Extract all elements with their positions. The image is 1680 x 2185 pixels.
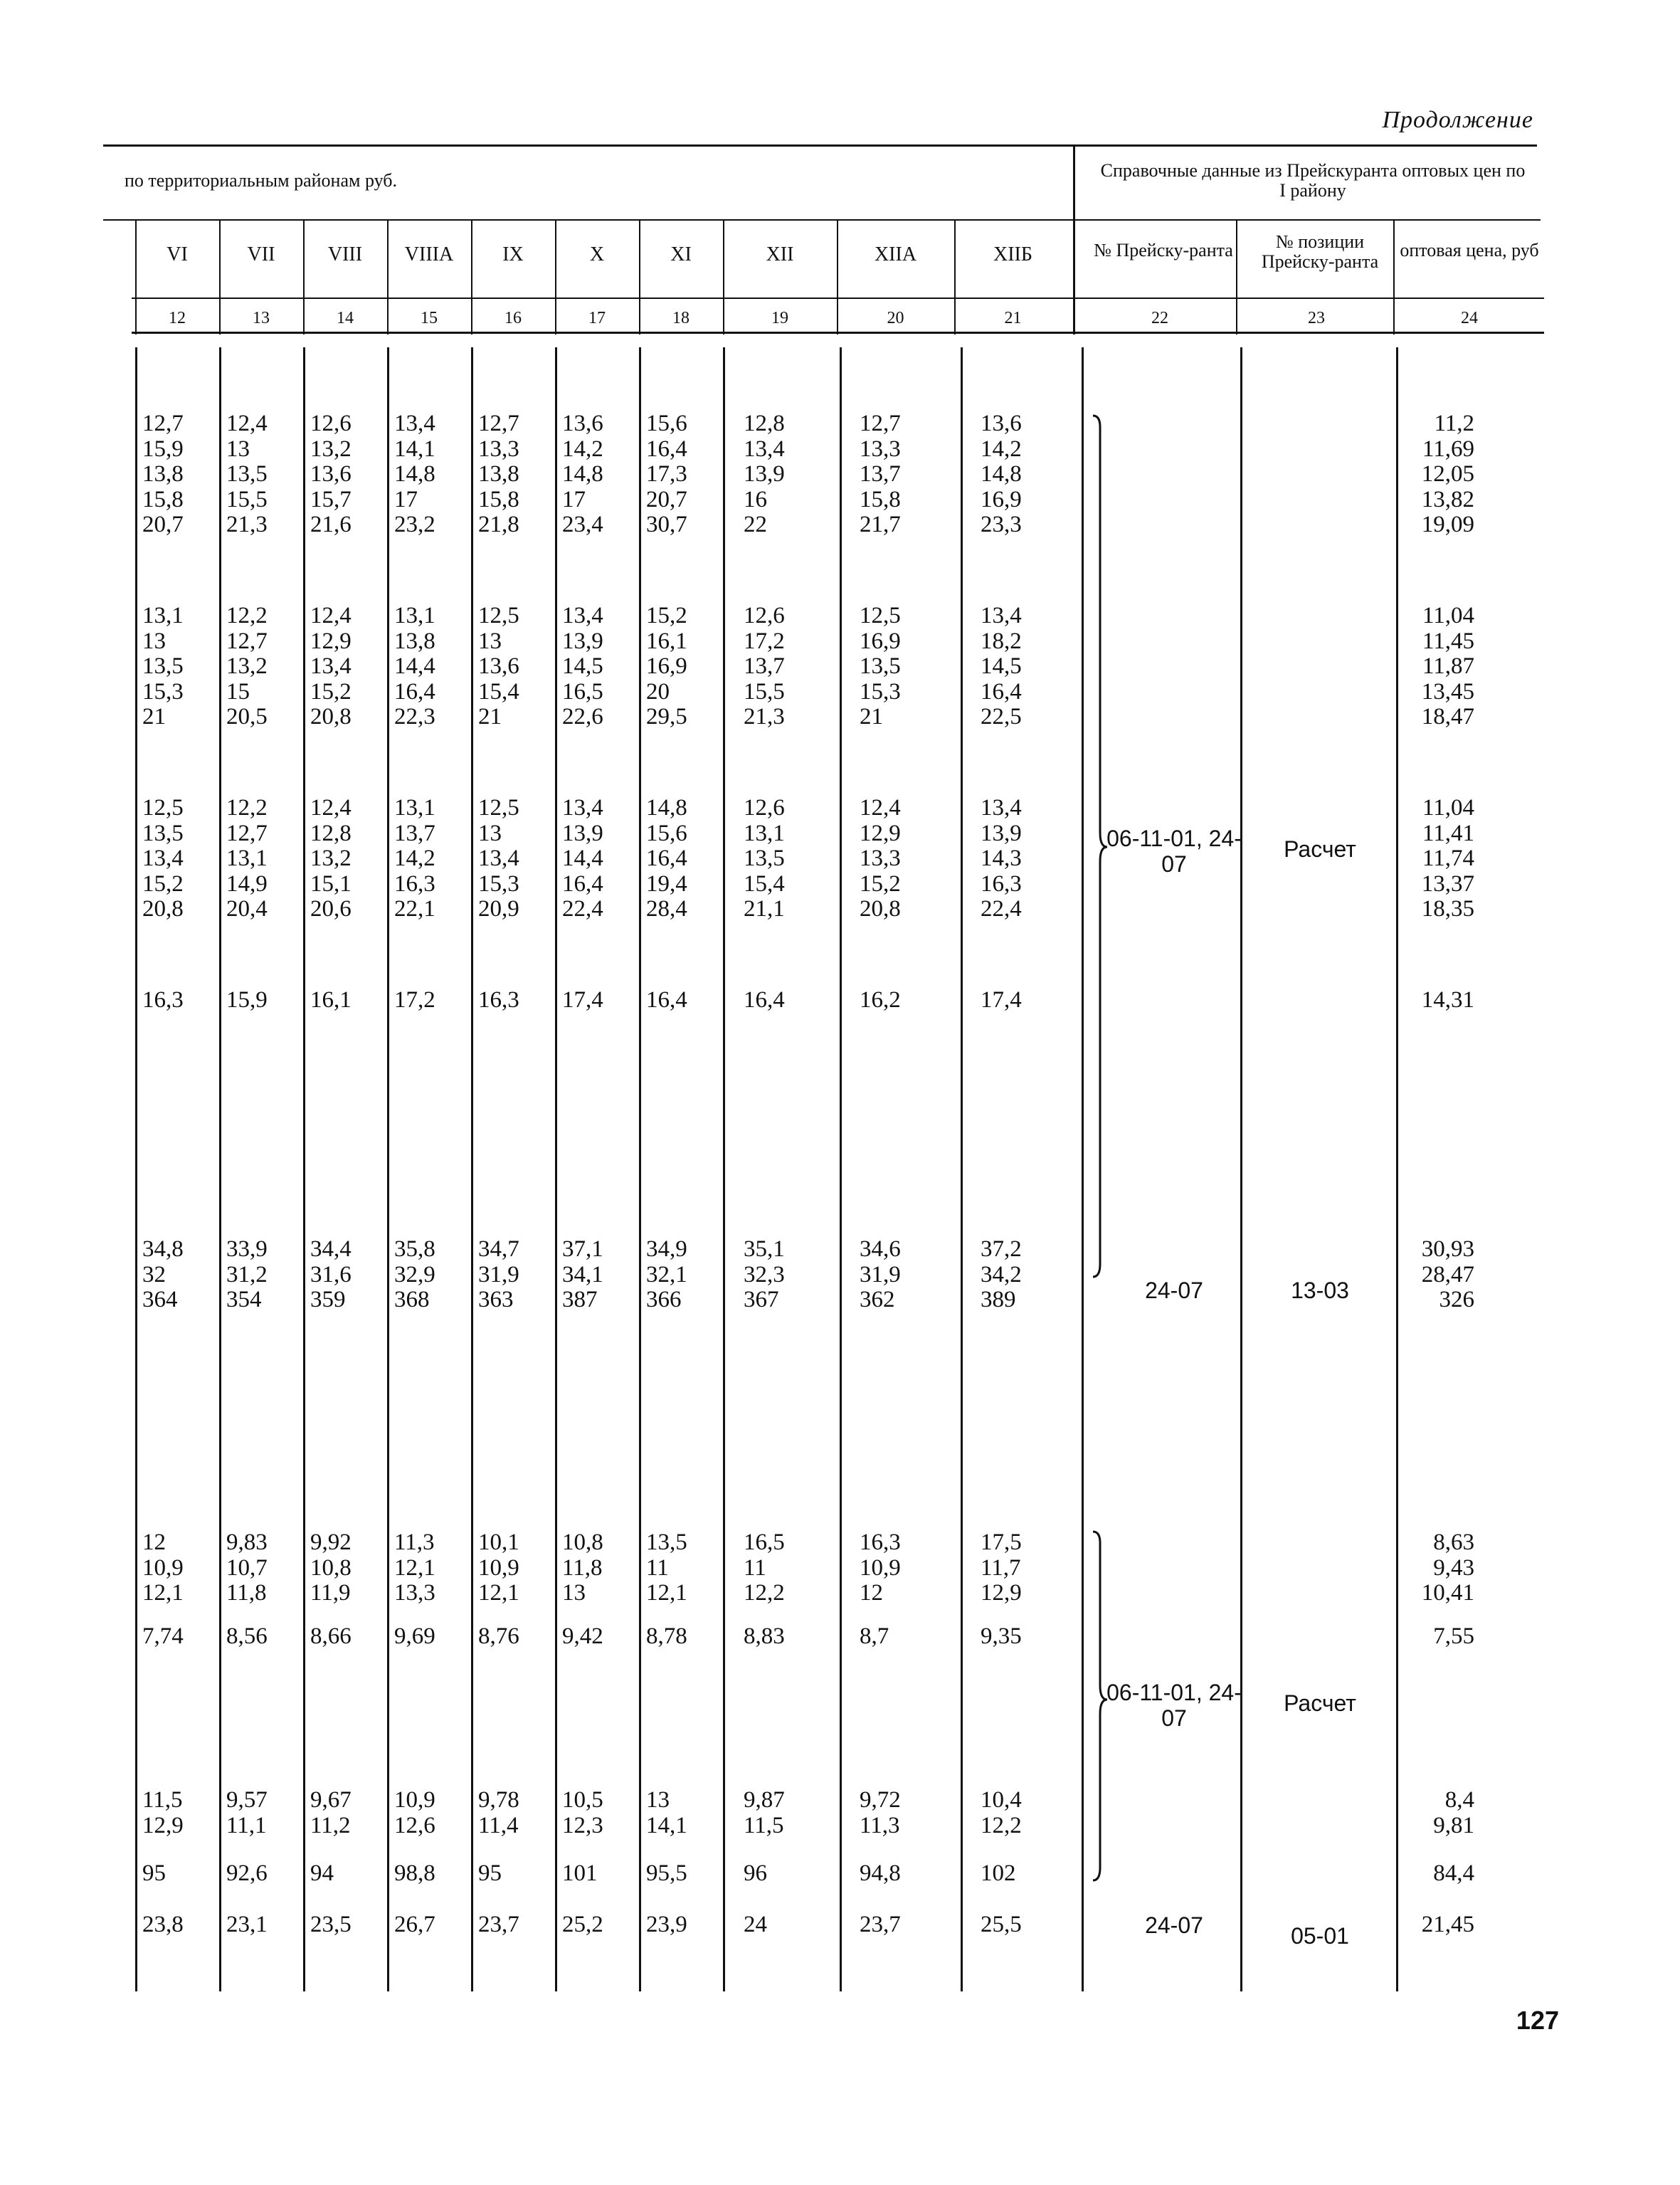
region-price-cell: 11,3 12,1 13,3 [394,1530,435,1606]
region-price-cell: 10,9 12,6 [394,1787,435,1838]
position-col-header: № позиции Прейску-ранта [1261,231,1379,272]
region-price-cell: 17,2 [394,987,435,1013]
region-price-cell: 95,5 [646,1860,687,1886]
column-number: 17 [588,309,606,327]
region-price-cell: 12,4 12,9 13,3 15,2 20,8 [860,795,901,922]
region-price-cell: 35,1 32,3 367 [744,1236,785,1312]
region-price-cell: 92,6 [226,1860,268,1886]
region-price-cell: 17,4 [981,987,1022,1013]
header-divider [303,221,305,335]
region-price-cell: 9,42 [562,1623,603,1649]
body-divider [1082,347,1084,1991]
region-price-cell: 35,8 32,9 368 [394,1236,435,1312]
wholesale-price-cell: 8,4 9,81 [1433,1787,1474,1838]
region-price-cell: 102 [981,1860,1016,1886]
region-price-cell: 34,7 31,9 363 [478,1236,519,1312]
wholesale-price-cell: 8,63 9,43 10,41 [1421,1530,1474,1606]
region-header-rule [103,219,1082,221]
region-price-cell: 8,83 [744,1623,785,1649]
wholesale-price-cell: 84,4 [1433,1860,1474,1886]
region-price-cell: 13,4 13,9 14,3 16,3 22,4 [981,795,1022,922]
wholesale-price-cell: 7,55 [1433,1623,1474,1649]
region-price-cell: 8,76 [478,1623,519,1649]
region-price-cell: 34,4 31,6 359 [310,1236,352,1312]
top-rule [103,144,1537,147]
column-number: 24 [1461,309,1478,327]
body-divider [1240,347,1242,1991]
body-divider [135,347,137,1991]
region-price-cell: 16,5 11 12,2 [744,1530,785,1606]
reference-pricelist: 06-11-01, 24-07 [1106,826,1242,877]
body-divider [303,347,305,1991]
region-price-cell: 7,74 [142,1623,184,1649]
reference-position: 13-03 [1291,1278,1349,1303]
column-number: 20 [887,309,904,327]
region-price-cell: 23,5 [310,1912,352,1937]
region-price-cell: 34,8 32 364 [142,1236,184,1312]
region-price-cell: 9,69 [394,1623,435,1649]
region-price-cell: 14,8 15,6 16,4 19,4 28,4 [646,795,687,922]
region-price-cell: 8,66 [310,1623,352,1649]
region-price-cell: 12,4 12,9 13,4 15,2 20,8 [310,603,352,730]
region-price-cell: 101 [562,1860,598,1886]
column-number: 22 [1151,309,1168,327]
region-price-cell: 13,1 13,7 14,2 16,3 22,1 [394,795,435,922]
region-price-cell: 9,83 10,7 11,8 [226,1530,268,1606]
column-number: 19 [771,309,788,327]
region-price-cell: 16,2 [860,987,901,1013]
region-price-cell: 37,2 34,2 389 [981,1236,1022,1312]
region-price-cell: 23,9 [646,1912,687,1937]
region-price-cell: 16,1 [310,987,352,1013]
region-header-VIII: VIII [327,243,363,265]
region-price-cell: 16,4 [646,987,687,1013]
header-divider [1236,221,1237,335]
region-price-cell: 9,35 [981,1623,1022,1649]
region-price-cell: 34,9 32,1 366 [646,1236,687,1312]
reference-pricelist: 06-11-01, 24-07 [1106,1680,1242,1731]
region-price-cell: 10,8 11,8 13 [562,1530,603,1606]
region-price-cell: 12,7 15,9 13,8 15,8 20,7 [142,411,184,537]
reference-position: Расчет [1284,836,1356,862]
column-number: 23 [1308,309,1325,327]
header-divider [723,221,724,335]
reference-title: Справочные данные из Прейскуранта оптовых цен по I району [1100,160,1526,201]
region-header-IX: IX [502,243,524,265]
region-price-cell: 12,4 12,8 13,2 15,1 20,6 [310,795,352,922]
region-price-cell: 23,1 [226,1912,268,1937]
reference-pricelist: 24-07 [1145,1912,1203,1938]
region-price-cell: 12,2 12,7 13,1 14,9 20,4 [226,795,268,922]
region-price-cell: 16,3 [478,987,519,1013]
region-price-cell: 12 10,9 12,1 [142,1530,184,1606]
column-number: 18 [672,309,690,327]
region-price-cell: 9,67 11,2 [310,1787,352,1838]
region-price-cell: 12,4 13 13,5 15,5 21,3 [226,411,268,537]
wholesale-price-cell: 11,04 11,41 11,74 13,37 18,35 [1421,795,1474,922]
reference-position: 05-01 [1291,1923,1349,1949]
region-price-cell: 25,5 [981,1912,1022,1937]
region-price-cell: 12,5 13,5 13,4 15,2 20,8 [142,795,184,922]
region-price-cell: 10,4 12,2 [981,1787,1022,1838]
region-price-cell: 24 [744,1912,767,1937]
region-price-cell: 13 14,1 [646,1787,687,1838]
region-price-cell: 9,87 11,5 [744,1787,785,1838]
region-price-cell: 15,9 [226,987,268,1013]
region-price-cell: 13,4 18,2 14,5 16,4 22,5 [981,603,1022,730]
region-price-cell: 15,6 16,4 17,3 20,7 30,7 [646,411,687,537]
region-price-cell: 13,4 14,1 14,8 17 23,2 [394,411,435,537]
header-divider [135,221,137,335]
region-price-cell: 25,2 [562,1912,603,1937]
region-price-cell: 12,5 16,9 13,5 15,3 21 [860,603,901,730]
region-header-XII: XII [766,243,794,265]
region-header-VII: VII [247,243,275,265]
region-price-cell: 16,4 [744,987,785,1013]
region-price-cell: 16,3 [142,987,184,1013]
reference-header-rule [1074,219,1541,221]
region-price-cell: 12,6 17,2 13,7 15,5 21,3 [744,603,785,730]
region-header-VIIIA: VIIIA [404,243,454,265]
region-price-cell: 12,6 13,1 13,5 15,4 21,1 [744,795,785,922]
body-divider [961,347,963,1991]
region-price-cell: 11,5 12,9 [142,1787,184,1838]
region-price-cell: 94 [310,1860,334,1886]
region-header-XI: XI [670,243,692,265]
body-divider [840,347,842,1991]
region-price-cell: 12,7 13,3 13,8 15,8 21,8 [478,411,519,537]
region-price-cell: 8,78 [646,1623,687,1649]
region-price-cell: 12,8 13,4 13,9 16 22 [744,411,785,537]
body-divider [1396,347,1398,1991]
region-price-cell: 23,8 [142,1912,184,1937]
header-divider [837,221,838,335]
region-price-cell: 9,57 11,1 [226,1787,268,1838]
region-price-cell: 12,5 13 13,6 15,4 21 [478,603,519,730]
region-price-cell: 13,5 11 12,1 [646,1530,687,1606]
region-price-cell: 23,7 [478,1912,519,1937]
region-price-cell: 13,4 13,9 14,5 16,5 22,6 [562,603,603,730]
header-divider [1393,221,1395,335]
region-price-cell: 12,6 13,2 13,6 15,7 21,6 [310,411,352,537]
region-price-cell: 13,1 13,8 14,4 16,4 22,3 [394,603,435,730]
region-price-cell: 16,3 10,9 12 [860,1530,901,1606]
region-price-cell: 37,1 34,1 387 [562,1236,603,1312]
region-price-cell: 13,4 13,9 14,4 16,4 22,4 [562,795,603,922]
region-price-cell: 10,5 12,3 [562,1787,603,1838]
territorial-title: по территориальным районам руб. [125,170,398,191]
region-price-cell: 15,2 16,1 16,9 20 29,5 [646,603,687,730]
wholesale-price-cell: 21,45 [1421,1912,1474,1937]
region-price-cell: 10,1 10,9 12,1 [478,1530,519,1606]
column-number: 12 [169,309,186,327]
column-number: 21 [1004,309,1022,327]
price-col-header: оптовая цена, руб [1400,240,1539,260]
region-price-cell: 8,56 [226,1623,268,1649]
region-header-X: X [589,243,605,265]
region-price-cell: 9,72 11,3 [860,1787,901,1838]
region-price-cell: 13,6 14,2 14,8 16,9 23,3 [981,411,1022,537]
column-number: 14 [337,309,354,327]
page-number: 127 [1516,2006,1559,2035]
wholesale-price-cell: 30,93 28,47 326 [1421,1236,1474,1312]
region-price-cell: 13,6 14,2 14,8 17 23,4 [562,411,603,537]
column-number: 15 [421,309,438,327]
body-divider [723,347,725,1991]
region-price-cell: 12,2 12,7 13,2 15 20,5 [226,603,268,730]
reference-position: Расчет [1284,1690,1356,1716]
region-price-cell: 9,92 10,8 11,9 [310,1530,352,1606]
region-price-cell: 23,7 [860,1912,901,1937]
body-divider [639,347,641,1991]
region-header-XIIB: XIIБ [993,243,1032,265]
region-price-cell: 13,1 13 13,5 15,3 21 [142,603,184,730]
region-price-cell: 34,6 31,9 362 [860,1236,901,1312]
region-price-cell: 17,5 11,7 12,9 [981,1530,1022,1606]
header-divider [555,221,556,335]
wholesale-price-cell: 11,04 11,45 11,87 13,45 18,47 [1421,603,1474,730]
wholesale-price-cell: 11,2 11,69 12,05 13,82 19,09 [1421,411,1474,537]
region-price-cell: 94,8 [860,1860,901,1886]
region-price-cell: 98,8 [394,1860,435,1886]
header-divider [1073,146,1075,335]
region-price-cell: 12,7 13,3 13,7 15,8 21,7 [860,411,901,537]
region-header-VI: VI [167,243,188,265]
header-divider [219,221,221,335]
column-number: 13 [253,309,270,327]
region-price-cell: 95 [478,1860,502,1886]
region-price-cell: 17,4 [562,987,603,1013]
continued-label: Продолжение [1382,107,1533,133]
region-header-XIIA: XIIA [874,243,917,265]
region-price-cell: 12,5 13 13,4 15,3 20,9 [478,795,519,922]
region-price-cell: 26,7 [394,1912,435,1937]
wholesale-price-cell: 14,31 [1421,987,1474,1013]
header-divider [639,221,640,335]
body-divider [219,347,221,1991]
header-divider [471,221,472,335]
region-price-cell: 95 [142,1860,166,1886]
pricelist-col-header: № Прейску-ранта [1094,240,1233,260]
region-price-cell: 96 [744,1860,767,1886]
region-price-cell: 8,7 [860,1623,889,1649]
region-price-cell: 9,78 11,4 [478,1787,519,1838]
body-divider [387,347,389,1991]
body-divider [471,347,473,1991]
body-divider [555,347,557,1991]
header-divider [387,221,389,335]
region-price-cell: 33,9 31,2 354 [226,1236,268,1312]
reference-pricelist: 24-07 [1145,1278,1203,1303]
column-number: 16 [504,309,522,327]
header-divider [954,221,956,335]
